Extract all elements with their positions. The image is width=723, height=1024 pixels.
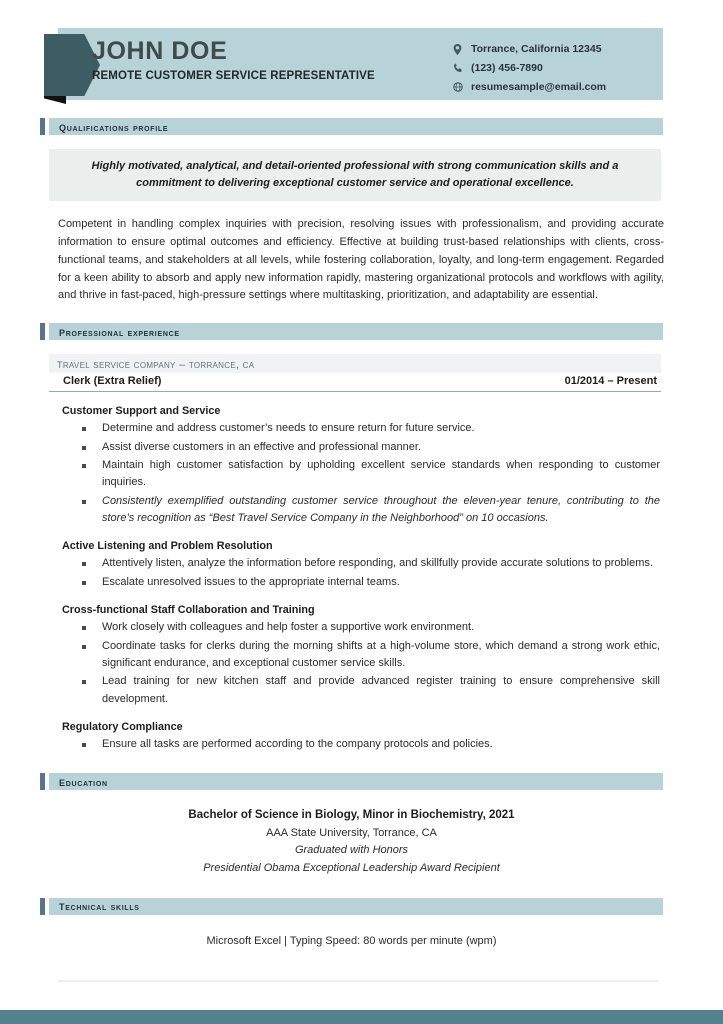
list-item: Escalate unresolved issues to the appropriate internal teams. xyxy=(80,574,660,591)
section-title-experience: professional experience xyxy=(59,324,180,339)
header-name-block xyxy=(92,36,375,82)
list-item: Attentively listen, analyze the information before responding, and skillfully provide accurate solutions to problems. xyxy=(80,555,660,572)
list-item: Assist diverse customers in an effective and professional manner. xyxy=(80,439,660,456)
list-item: Maintain high customer satisfaction by upholding excellent service standards when responding to customer inquiries. xyxy=(80,457,660,492)
contact-email-text: resumesample@email.com xyxy=(471,81,607,93)
location-pin-icon xyxy=(450,44,465,55)
contact-item-location xyxy=(450,41,606,57)
section-accent-bar xyxy=(40,773,45,790)
list-item: Coordinate tasks for clerks during the morning shifts at a high-volume store, which demand a strong work ethic, significant endurance, and exceptional customer service skills. xyxy=(80,638,660,673)
list-item: Consistently exemplified outstanding customer service throughout the eleven-year tenure, contributing to the store’s recognition as “Best Travel Service Company in the Neighborhood” on 10 occasions. xyxy=(80,493,660,528)
section-title-skills: technical skills xyxy=(59,899,140,914)
experience-company: travel service company – torrance, ca xyxy=(49,354,661,373)
section-header-skills xyxy=(40,898,663,915)
bullet-group xyxy=(40,604,663,708)
summary-callout: Highly motivated, analytical, and detail-oriented professional with strong communication skills and a commitment to delivering exceptional customer service and operational excellence. xyxy=(49,149,661,201)
bullet-group-title: Cross-functional Staff Collaboration and Training xyxy=(62,604,315,617)
section-bar-background xyxy=(49,898,663,915)
bullet-list xyxy=(40,736,663,753)
section-title-education: education xyxy=(59,774,108,789)
bullet-group-title: Active Listening and Problem Resolution xyxy=(62,540,273,553)
section-accent-bar xyxy=(40,118,45,135)
bottom-divider xyxy=(58,980,658,982)
qualifications-paragraph: Competent in handling complex inquiries with precision, resolving issues with professionalism, and providing accurate information to ensure optimal outcomes and efficiency. Effective at building trust-based relationships with clients, cross-functional teams, and stakeholders at all levels, while fostering collaboration, loyalty, and long-term engagement. Regarded for a keen ability to absorb and apply new information rapidly, mastering organizational protocols and workflows with agility, and thrive in fast-paced, high-pressure settings where multitasking, prioritization, and adaptability are essential. xyxy=(58,218,664,302)
phone-icon xyxy=(450,63,465,73)
bullet-list xyxy=(40,619,663,708)
experience-role-row xyxy=(49,373,661,392)
globe-icon xyxy=(450,82,465,92)
education-degree: Bachelor of Science in Biology, Minor in Biochemistry, 2021 xyxy=(188,809,515,822)
resume-header xyxy=(40,28,663,100)
section-header-experience xyxy=(40,323,663,340)
list-item: Work closely with colleagues and help foster a supportive work environment. xyxy=(80,619,660,636)
education-block xyxy=(40,806,663,877)
bullet-list xyxy=(40,420,663,527)
candidate-name: JOHN DOE xyxy=(92,37,228,65)
bullet-group xyxy=(40,540,663,591)
contact-list xyxy=(450,41,606,98)
list-item: Ensure all tasks are performed according to the company protocols and policies. xyxy=(80,736,660,753)
contact-phone-text: (123) 456-7890 xyxy=(471,62,543,74)
education-award: Presidential Obama Exceptional Leadership Award Recipient xyxy=(203,861,500,874)
section-bar-background xyxy=(49,773,663,790)
skills-line: Microsoft Excel | Typing Speed: 80 words per minute (wpm) xyxy=(206,934,497,947)
section-accent-bar xyxy=(40,898,45,915)
list-item: Determine and address customer’s needs to ensure return for future service. xyxy=(80,420,660,437)
experience-role-title: Clerk (Extra Relief) xyxy=(63,375,162,388)
list-item: Lead training for new kitchen staff and provide advanced register training to ensure comprehensive skill development. xyxy=(80,673,660,708)
bullet-group-title: Customer Support and Service xyxy=(62,405,221,418)
section-header-qualifications xyxy=(40,118,663,135)
education-school: AAA State University, Torrance, CA xyxy=(266,826,437,839)
bullet-list xyxy=(40,555,663,591)
section-title-qualifications: qualifications profile xyxy=(59,119,169,134)
contact-item-phone xyxy=(450,60,606,76)
section-header-education xyxy=(40,773,663,790)
contact-location-text: Torrance, California 12345 xyxy=(471,43,602,55)
footer-bar xyxy=(0,1010,723,1024)
bullet-group-title: Regulatory Compliance xyxy=(62,721,183,734)
experience-dates: 01/2014 – Present xyxy=(564,375,657,388)
section-bar-background xyxy=(49,118,663,135)
resume-content xyxy=(40,0,663,982)
section-accent-bar xyxy=(40,323,45,340)
section-bar-background xyxy=(49,323,663,340)
contact-item-email xyxy=(450,79,606,95)
candidate-job-title: REMOTE CUSTOMER SERVICE REPRESENTATIVE xyxy=(92,70,375,83)
bullet-group xyxy=(40,405,663,527)
bullet-group xyxy=(40,721,663,753)
education-honors: Graduated with Honors xyxy=(294,844,409,857)
